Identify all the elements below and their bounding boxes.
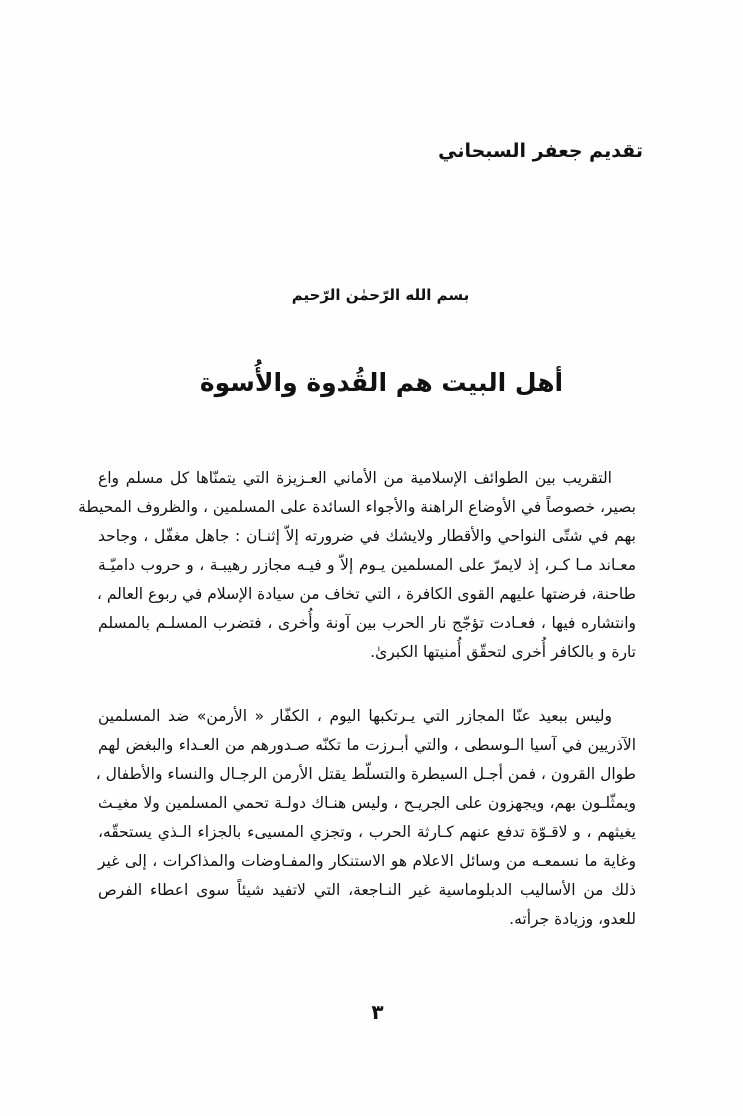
paragraph-line: وغاية ما نسمعـه من وسائل الاعلام هو الاستنكار والمفـاوضات والمذاكرات ، إلى غير	[98, 852, 636, 870]
page-number: ٣	[371, 1000, 384, 1024]
paragraph-line: بهم في شتّى النواحي والأقطار ولايشك في ضرورته إلاّ إثنـان : جاهل مغفّل ، وجاحد	[98, 527, 636, 545]
paragraph-line: تارة و بالكافر أُخرى لتحقّق أُمنيتها الكبرىٰ.	[370, 643, 636, 661]
paragraph-line: الآذريين في آسيا الـوسطى ، والتي أبـرزت ما تكنّه صـدورهم من العـداء والبغض لهم	[98, 736, 636, 754]
basmala: بسم الله الرّحمٰن الرّحيم	[291, 286, 470, 304]
paragraph-line: للعدو، وزيادة جرأته.	[509, 910, 636, 928]
paragraph-line: طوال القرون ، فمن أجـل السيطرة والتسلّط يقتل الأرمن الرجـال والنساء والأطفال ،	[95, 765, 636, 783]
paragraph-line: وانتشاره فيها ، فعـادت تؤجّج نار الحرب بين آونة وأُخرى ، فتضرب المسلـم بالمسلم	[98, 614, 636, 632]
running-header-author: تقديم جعفر السبحاني	[438, 140, 643, 162]
paragraph-line: ويمثّلـون بهم، ويجهزون على الجريـح ، وليس هنـاك دولـة تحمي المسلمين ولا مغيـث	[98, 794, 636, 812]
paragraph-line: التقريب بين الطوائف الإسلامية من الأماني العـزيزة التي يتمنّاها كل مسلم واع	[98, 469, 612, 487]
paragraph-line: يغيثهم ، و لاقـوّة تدفع عنهم كـارثة الحرب ، وتجزي المسيىء بالجزاء الـذي يستحقّه،	[98, 823, 636, 841]
paragraph-1	[78, 464, 636, 667]
chapter-title: أهل البيت هم القُدوة والأُسوة	[199, 368, 564, 397]
paragraph-line: معـاند مـا كـر، إذ لايمرّ على المسلمين يـوم إلاّ و فيـه مجازر رهيبـة ، و حروب داميّـة	[98, 556, 636, 574]
paragraph-line: ذلك من الأساليب الدبلوماسية غير النـاجعة، التي لاتفيد شيئاً سوى اعطاء الفرص	[98, 881, 636, 899]
paragraph-line: بصير، خصوصاً في الأوضاع الراهنة والأجواء السائدة على المسلمين ، والظروف المحيطة	[78, 498, 636, 516]
paragraph-line: طاحنة، فرضتها عليهم القوى الكافرة ، التي تخاف من سيادة الإسلام في ربوع العالم ،	[96, 585, 636, 603]
paragraph-line: وليس ببعيد عنّا المجازر التي يـرتكبها اليوم ، الكفّار « الأرمن» ضد المسلمين	[98, 707, 612, 725]
paragraph-2	[95, 702, 636, 934]
